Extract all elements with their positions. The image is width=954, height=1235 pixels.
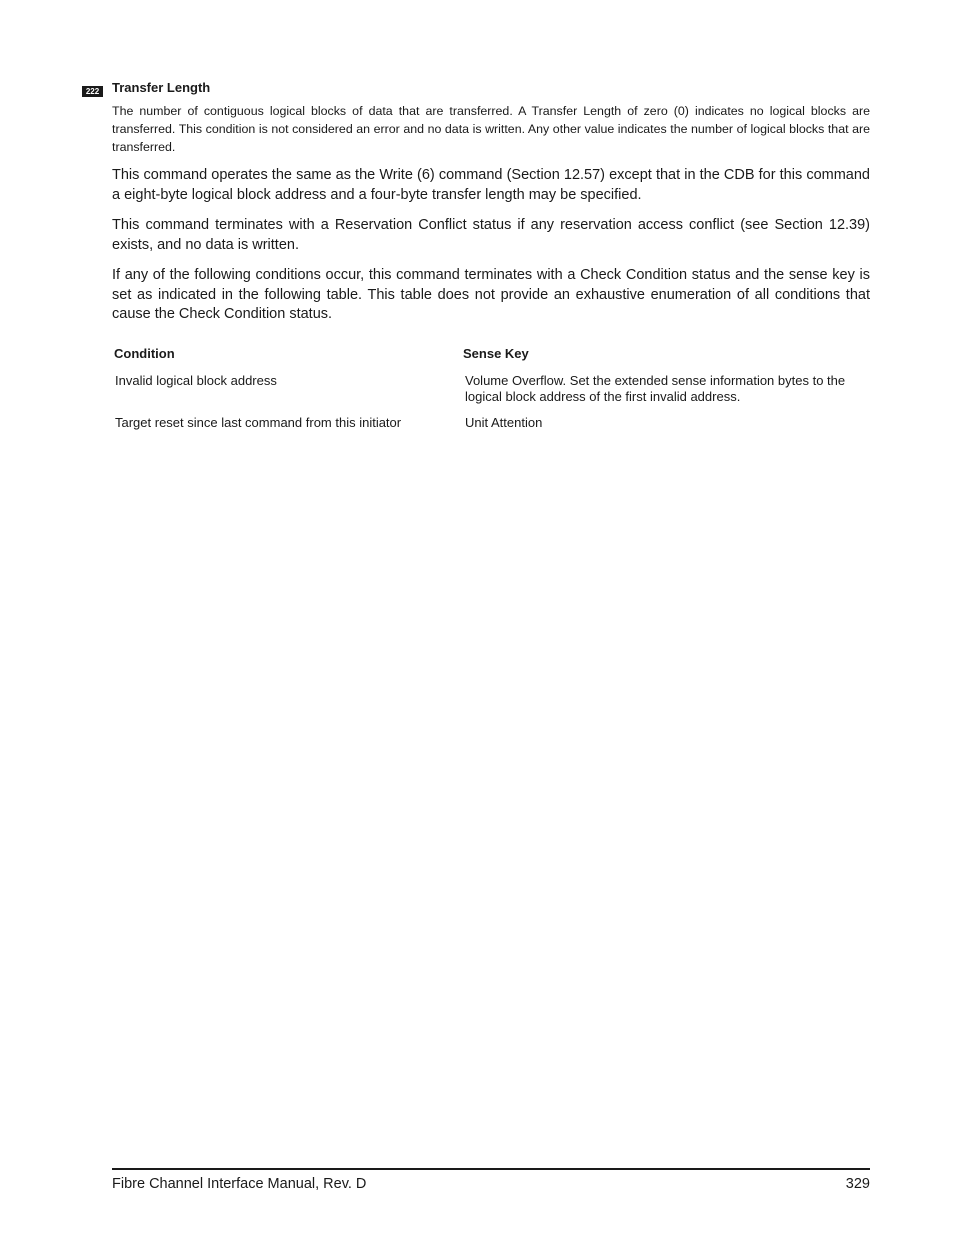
table-row-2-sense-key: Unit Attention [465,415,543,430]
paragraph-check-condition: If any of the following conditions occur, this command terminates with a Check Condition status and the sense key is set as indicated in the following table. This table does not provide an exhaustive enumeration of all conditions that cause the Check Condition status. [112,267,870,322]
table-row-1-sense-key: Volume Overflow. Set the extended sense information bytes to the logical block address of the first invalid address. [465,373,846,404]
footer-title: Fibre Channel Interface Manual, Rev. D [112,1176,367,1192]
field-description: The number of contiguous logical blocks of data that are transferred. A Transfer Length of zero (0) indicates no logical blocks are transferred. This condition is not considered an error and no data is written. Any other value indicates the number of logical blocks that are transferred. [112,104,870,154]
paragraph-reservation: This command terminates with a Reservation Conflict status if any reservation access conflict (see Section 12.39) exists, and no data is written. [112,217,870,253]
paragraph-operation: This command operates the same as the Write (6) command (Section 12.57) except that in the CDB for this command a eight-byte logical block address and a four-byte transfer length may be specified. [112,167,870,203]
field-number-badge: 222 [82,86,103,97]
footer-rule [112,1168,870,1170]
table-header-sense-key: Sense Key [463,346,529,361]
page-number: 329 [845,1176,870,1192]
table-row-1-condition: Invalid logical block address [115,373,277,388]
table-header-condition: Condition [114,346,175,361]
table-row-2-condition: Target reset since last command from this initiator [115,415,402,430]
field-title: Transfer Length [112,80,211,95]
